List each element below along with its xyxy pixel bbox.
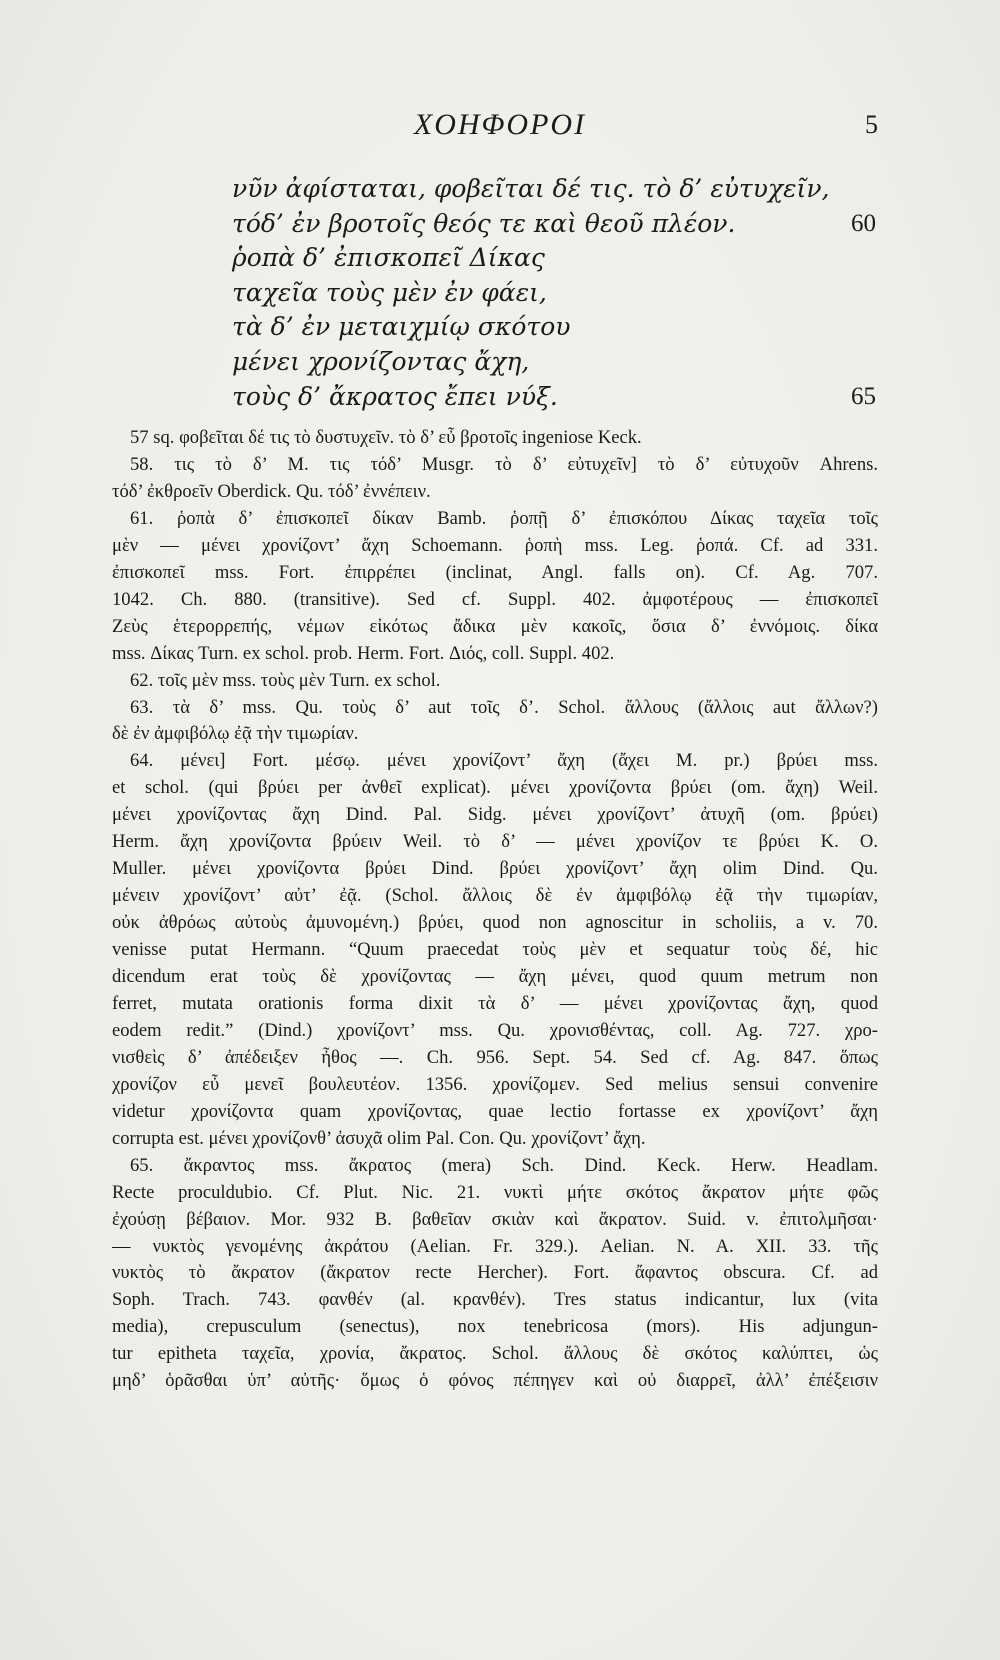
note-line: δὲ ἐν ἀμφιβόλῳ ἐᾷ τὴν τιμωρίαν. [112,723,359,745]
page-title: ΧΟΗΦΟΡΟΙ [413,108,587,141]
verse-text: ῥοπὰ δ’ ἐπισκοπεῖ Δίκας [232,243,545,273]
note-line: νισθεὶς δ’ ἀπέδειξεν ἦθος —. Ch. 956. Sept. 54. Sed cf. Ag. 847. ὅπως [112,1046,878,1068]
verse-text: ταχεῖα τοὺς μὲν ἐν φάει, [232,277,547,307]
note-line: ἐπισκοπεῖ mss. Fort. ἐπιρρέπει (inclinat, Angl. falls on). Cf. Ag. 707. [112,561,878,583]
verse-line [0,241,1000,276]
note-line: mss. Δίκας Turn. ex schol. prob. Herm. Fort. Διός, coll. Suppl. 402. [112,642,615,664]
verse-text: τόδ’ ἐν βροτοῖς θεός τε καὶ θεοῦ πλέον. [232,208,736,238]
note-line: 58. τις τὸ δ’ M. τις τόδ’ Musgr. τὸ δ’ εὐτυχεῖν] τὸ δ’ εὐτυχοῦν Ahrens. [130,453,878,475]
page-number: 5 [865,110,878,139]
note-line: venisse putat Hermann. “Quum praecedat τοὺς μὲν et sequatur τοὺς δέ, hic [112,939,878,961]
note-line: 64. μένει] Fort. μέσῳ. μένει χρονίζοντ’ ἄχη (ἄχει M. pr.) βρύει mss. [130,750,878,772]
note-line: dicendum erat τοὺς δὲ χρονίζοντας — ἄχη μένει, quod quum metrum non [112,966,878,987]
note-line: et schol. (qui βρύει per ἀνθεῖ explicat). μένει χρονίζοντα βρύει (om. ἄχη) Weil. [112,777,878,799]
verse-line [0,207,1000,242]
verse-text: μένει χρονίζοντας ἄχη, [232,346,530,376]
note-line: 1042. Ch. 880. (transitive). Sed cf. Suppl. 402. ἀμφοτέρους — ἐπισκοπεῖ [112,588,878,610]
note-line: 65. ἄκραντος mss. ἄκρατος (mera) Sch. Dind. Keck. Herw. Headlam. [130,1154,878,1176]
verse-line [0,310,1000,345]
note-line: μένει χρονίζοντας ἄχη Dind. Pal. Sidg. μένει χρονίζοντ’ ἀτυχῆ (om. βρύει) [112,804,878,826]
running-head [0,108,1000,148]
note-line: media), crepusculum (senectus), nox tenebricosa (mors). His adjungun- [112,1316,878,1338]
note-line: χρονίζον εὖ μενεῖ βουλευτέον. 1356. χρονίζομεν. Sed melius sensui convenire [112,1073,878,1095]
note-line: Soph. Trach. 743. φανθέν (al. κρανθέν). Tres status indicantur, lux (vita [112,1289,878,1311]
note-line: ἐχούσῃ βέβαιον. Mor. 932 B. βαθεῖαν σκιὰν καὶ ἄκρατον. Suid. v. ἐπιτολμῆσαι· [112,1208,878,1230]
verse-text: τὰ δ’ ἐν μεταιχμίῳ σκότου [232,312,571,342]
note-line: ferret, mutata orationis forma dixit τὰ δ’ — μένει χρονίζοντας ἄχη, quod [112,992,878,1014]
note-line: tur epitheta ταχεῖα, χρονία, ἄκρατος. Schol. ἄλλους δὲ σκότος καλύπτει, ὡς [112,1343,878,1365]
verse-text: νῦν ἀφίσταται, φοβεῖται δέ τις. τὸ δ’ εὐτυχεῖν, [232,174,830,203]
note-line: νυκτὸς τὸ ἄκρατον (ἄκρατον recte Hercher). Fort. ἄφαντος obscura. Cf. ad [112,1262,878,1284]
note-line: Muller. μένει χρονίζοντα βρύει Dind. βρύει χρονίζοντ’ ἄχη olim Dind. Qu. [112,858,878,880]
note-line: Ζεὺς ἑτερορρεπής, νέμων εἰκότως ἄδικα μὲν κακοῖς, ὅσια δ’ ἐννόμοις. δίκα [112,615,878,637]
note-line: τόδ’ ἐκθρoεῖν Oberdick. Qu. τόδ’ ἐννέπειν. [112,480,431,502]
note-line: οὐκ ἀθρόως αὐτοὺς ἀμυνομένη.) βρύει, quod non agnoscitur in scholiis, a v. 70. [112,912,878,934]
verse-line [0,172,1000,207]
verse-block [0,172,1000,414]
line-number: 60 [851,209,876,237]
note-line: μὲν — μένει χρονίζοντ’ ἄχη Schoemann. ῥοπὴ mss. Leg. ῥοπά. Cf. ad 331. [112,534,878,556]
note-line: μηδ’ ὁρᾶσθαι ὑπ’ αὐτῆς· ὅμως ὁ φόνος πέπηγεν καὶ οὐ διαρρεῖ, ἀλλ’ ἐπέξεισιν [112,1370,878,1392]
note-line: μένειν χρονίζοντ’ αὐτ’ ἐᾷ. (Schol. ἄλλοις δὲ ἐν ἀμφιβόλῳ ἐᾷ τὴν τιμωρίαν, [112,885,878,907]
note-line: 61. ῥοπὰ δ’ ἐπισκοπεῖ δίκαν Bamb. ῥοπῇ δ’ ἐπισκόπου Δίκας ταχεῖα τοῖς [130,507,878,529]
note-line: 62. τοῖς μὲν mss. τοὺς μὲν Turn. ex schol. [130,669,441,691]
verse-line [0,345,1000,380]
verse-line [0,276,1000,311]
verse-text: τοὺς δ’ ἄκρατος ἔπει νύξ. [232,381,558,411]
verse-line [0,380,1000,415]
line-number: 65 [851,382,876,410]
note-line: eodem redit.” (Dind.) χρονίζοντ’ mss. Qu. χρονισθέντας, coll. Ag. 727. χρο- [112,1019,878,1041]
note-line: Herm. ἄχη χρονίζοντα βρύειν Weil. τὸ δ’ — μένει χρονίζον τε βρύει K. O. [112,831,878,853]
note-line: 57 sq. φοβεῖται δέ τις τὸ δυστυχεῖν. τὸ δ’ εὖ βροτοῖς ingeniose Keck. [130,427,642,448]
note-line: videtur χρονίζοντα quam χρονίζοντας, quae lectio fortasse ex χρονίζοντ’ ἄχη [112,1100,878,1122]
note-line: Recte proculdubio. Cf. Plut. Nic. 21. νυκτὶ μήτε σκότος ἄκρατον μήτε φῶς [112,1181,878,1203]
note-line: — νυκτὸς γενομένης ἀκράτου (Aelian. Fr. 329.). Aelian. N. A. XII. 33. τῆς [112,1235,878,1257]
note-line: 63. τὰ δ’ mss. Qu. τοὺς δ’ aut τοῖς δ’. Schol. ἄλλους (ἄλλοις aut ἄλλων?) [130,696,878,718]
note-line: corrupta est. μένει χρονίζονθ’ ἀσυχᾶ olim Pal. Con. Qu. χρονίζοντ’ ἄχη. [112,1127,646,1149]
